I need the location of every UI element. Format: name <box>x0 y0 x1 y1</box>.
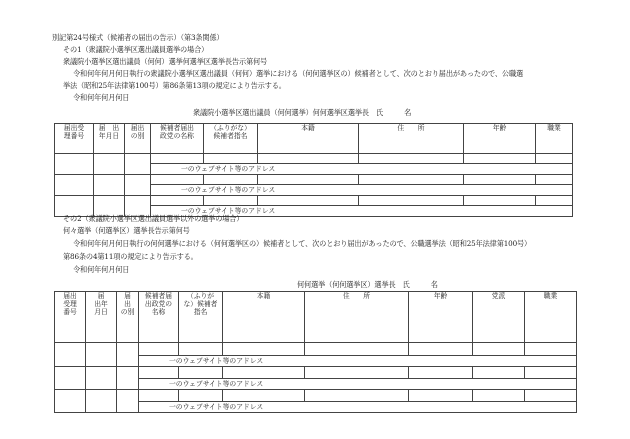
part1-body-line2: 挙法（昭和25年法律第100号）第86条第13項の規定により告示する。 <box>63 81 286 90</box>
header-party: 候補者届 出政党の 名称 <box>139 292 179 343</box>
table-row <box>55 390 577 402</box>
header-party: 候補者届出 政党の名称 <box>151 124 204 154</box>
header-receipt-no: 届出受 理番号 <box>55 124 94 154</box>
part1-body-line1: 令和何年何月何日執行の衆議院小選挙区選出議員（何何）選挙における（何何選挙区の）候補者として、次のとおり届出があったので、公職選 <box>73 69 524 78</box>
header-type: 届出 の別 <box>125 124 151 154</box>
table-row <box>55 175 573 185</box>
header-occupation: 職業 <box>536 124 573 154</box>
part1-date: 令和何年何月何日 <box>73 93 130 102</box>
part2-body-line2: 第86条の4第11項の規定により告示する。 <box>63 252 198 261</box>
header-domicile: 本籍 <box>258 124 359 154</box>
header-party-affiliation: 党派 <box>473 292 525 343</box>
header-occupation: 職業 <box>525 292 577 343</box>
part1-subtitle: 衆議院小選挙区選出議員（何何）選挙何選挙区選挙長告示第何号 <box>63 57 268 66</box>
header-candidate-name: （ふりが な）候補者 指名 <box>179 292 223 343</box>
website-label: 一のウェブサイト等のアドレス <box>139 356 577 367</box>
part2-subtitle: 何々選挙（何選挙区）選挙長告示第何号 <box>63 226 190 235</box>
website-label: 一のウェブサイト等のアドレス <box>151 185 573 196</box>
table-row <box>55 196 573 206</box>
website-label: 一のウェブサイト等のアドレス <box>151 164 573 175</box>
header-domicile: 本籍 <box>223 292 305 343</box>
header-age: 年齢 <box>464 124 536 154</box>
table-row <box>55 154 573 164</box>
header-candidate-name: （ふりがな） 候補者指名 <box>204 124 258 154</box>
header-type: 届 出 の別 <box>117 292 139 343</box>
part2-body-line1: 令和何年何月何日執行の何何選挙における（何何選挙区の）候補者として、次のとおり届出があったので、公職選挙法（昭和25年法律第100号） <box>73 239 532 248</box>
header-receipt-no: 届出 受理 番号 <box>55 292 86 343</box>
header-date: 届 出 年月日 <box>94 124 125 154</box>
header-date: 届 出年 月日 <box>86 292 117 343</box>
header-age: 年齢 <box>409 292 473 343</box>
part1-header-row <box>55 124 573 154</box>
table-row <box>55 343 577 356</box>
part2-table <box>54 291 577 413</box>
part2-signature: 何何選挙（何何選挙区）選挙長 氏 名 <box>297 280 438 289</box>
part1-signature: 衆議院小選挙区選出議員（何何選挙）何何選挙区選挙長 氏 名 <box>193 108 412 117</box>
part2-header-row <box>55 292 577 343</box>
part1-table <box>54 123 573 217</box>
website-label: 一のウェブサイト等のアドレス <box>139 402 577 413</box>
form-header: 別記第24号様式（候補者の届出の告示）（第3条関係） <box>52 33 224 42</box>
header-address: 住 所 <box>305 292 409 343</box>
table-row <box>55 367 577 379</box>
website-label: 一のウェブサイト等のアドレス <box>151 206 573 217</box>
website-label: 一のウェブサイト等のアドレス <box>139 379 577 390</box>
part1-title: その1（衆議院小選挙区選出議員選挙の場合） <box>63 45 209 54</box>
part2-date: 令和何年何月何日 <box>73 265 130 274</box>
header-address: 住 所 <box>359 124 464 154</box>
part2-title: その2（衆議院小選挙区選出議員選挙以外の選挙の場合） <box>63 214 244 223</box>
